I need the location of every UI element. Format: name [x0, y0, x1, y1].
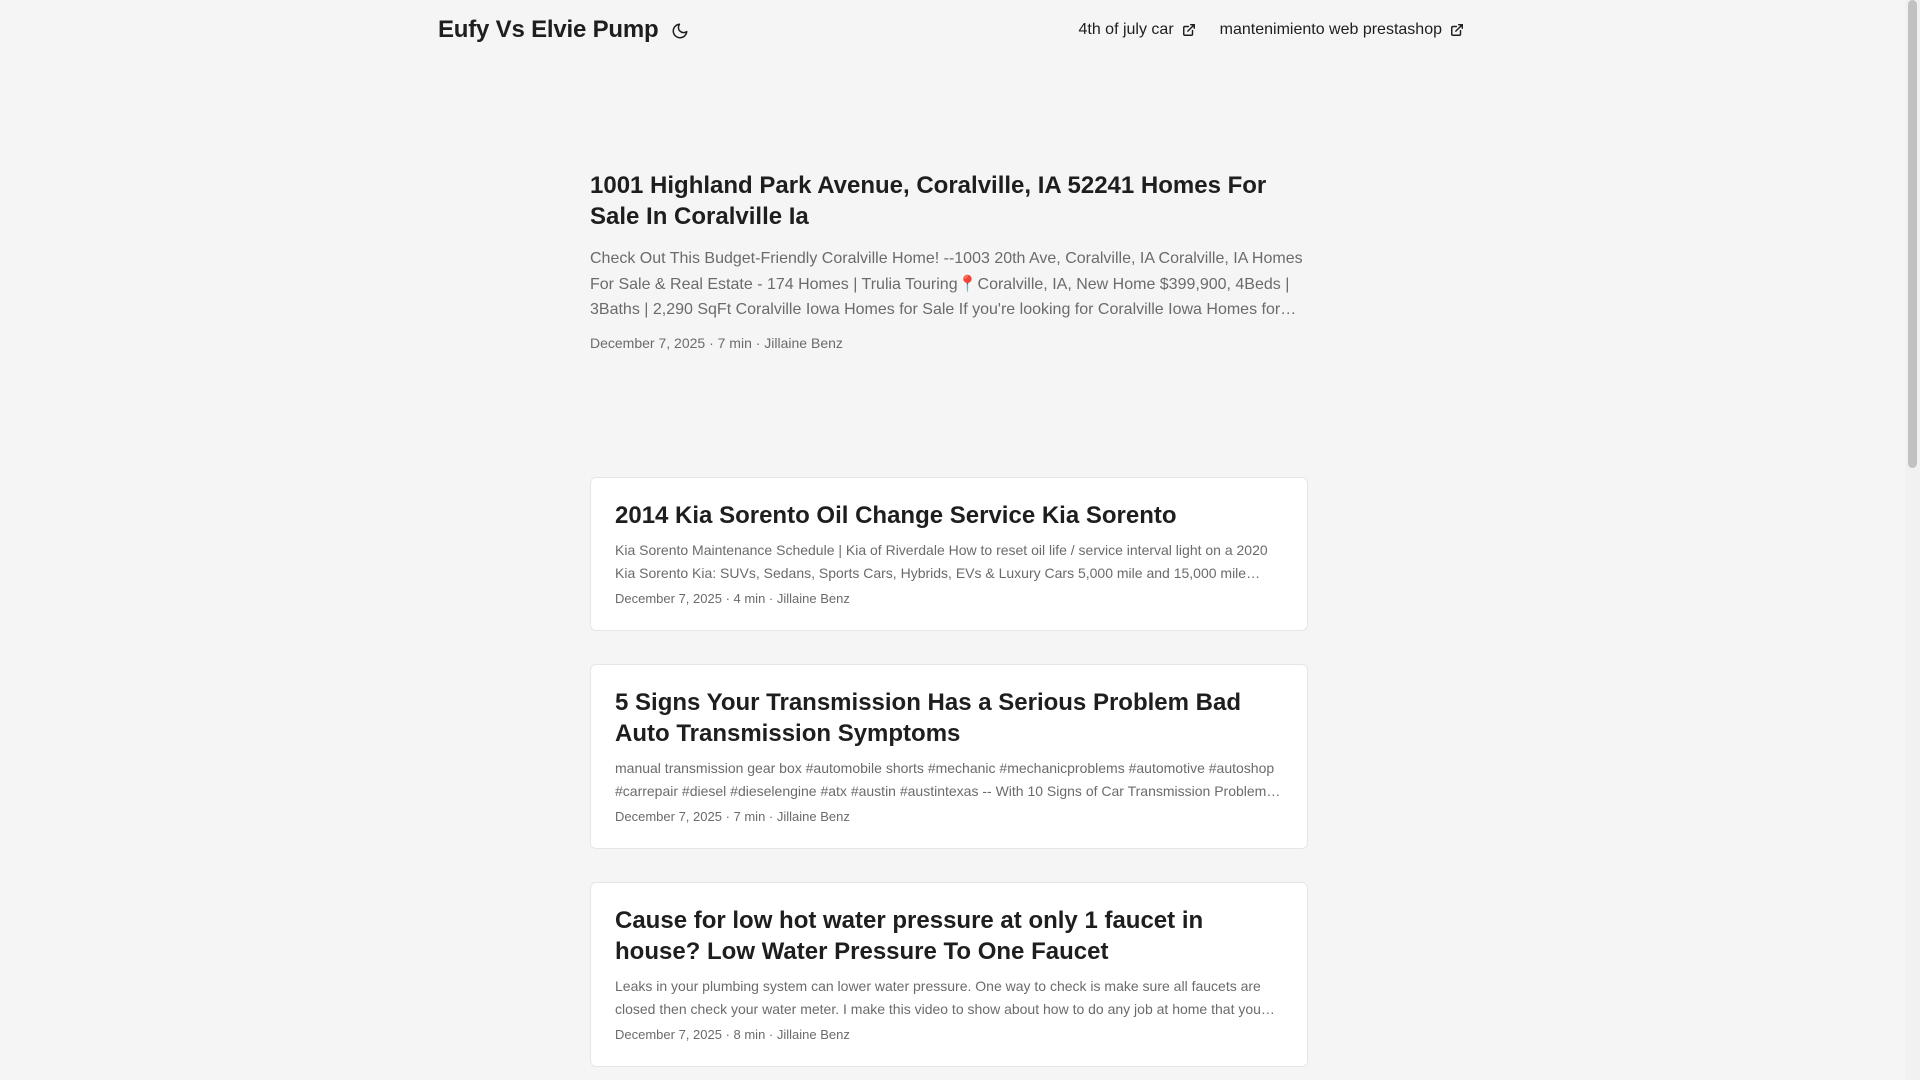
nav-link-label: mantenimiento web prestashop — [1219, 21, 1442, 38]
external-link-icon — [1450, 23, 1464, 37]
hero-summary: Check Out This Budget-Friendly Coralville Home! --1003 20th Ave, Coralville, IA Coralville, IA Homes For Sale & Real Estate - 174 Homes | Trulia Touring📍Coralville, IA, New Home $399,900, 4Beds | 3Baths | 2,290 SqFt Coralville Iowa Homes for Sale If you're looking for Coralville Iowa Homes for — [590, 250, 1303, 318]
vertical-scrollbar[interactable] — [1905, 0, 1920, 1080]
hero-title: 1001 Highland Park Avenue, Coralville, IA 52241 Homes For Sale In Coralville Ia — [590, 172, 1267, 230]
post-meta: December 7, 2025 · 7 min · Jillaine Benz — [615, 809, 850, 824]
post-summary: manual transmission gear box #automobile shorts #mechanic #mechanicproblems #automotive #autoshop #carrepair #diesel #dieselengine #atx #austin #austintexas -- With 10 Signs of Car Transmission Problems — [615, 760, 1275, 799]
top-nav — [1078, 21, 1464, 39]
nav-link-label: 4th of july car — [1078, 21, 1174, 38]
site-header — [438, 0, 1464, 60]
post-card[interactable] — [590, 664, 1308, 849]
post-meta: December 7, 2025 · 4 min · Jillaine Benz — [615, 591, 850, 606]
post-card[interactable] — [590, 882, 1308, 1067]
post-card[interactable] — [590, 477, 1308, 631]
moon-icon[interactable] — [670, 21, 690, 41]
nav-link-4th-of-july-car[interactable] — [1078, 21, 1195, 39]
brand — [438, 16, 690, 44]
external-link-icon — [1182, 23, 1196, 37]
hero-post[interactable] — [590, 170, 1310, 351]
hero-meta: December 7, 2025 · 7 min · Jillaine Benz — [590, 334, 843, 351]
post-summary: Kia Sorento Maintenance Schedule | Kia of Riverdale How to reset oil life / service interval light on a 2020 Kia Sorento Kia: SUVs, Sedans, Sports Cars, Hybrids, EVs & Luxury Cars 5,000 mile and 15,000 mile — [615, 542, 1268, 581]
post-title: 2014 Kia Sorento Oil Change Service Kia Sorento — [615, 502, 1177, 529]
scrollbar-thumb[interactable] — [1908, 0, 1917, 468]
post-title: 5 Signs Your Transmission Has a Serious Problem Bad Auto Transmission Symptoms — [615, 689, 1241, 747]
post-title: Cause for low hot water pressure at only 1 faucet in house? Low Water Pressure To One Faucet — [615, 907, 1204, 965]
post-meta: December 7, 2025 · 8 min · Jillaine Benz — [615, 1027, 850, 1042]
nav-link-mantenimiento-web-prestashop[interactable] — [1220, 21, 1464, 39]
site-title-link[interactable]: Eufy Vs Elvie Pump — [438, 16, 659, 43]
post-summary: Leaks in your plumbing system can lower water pressure. One way to check is make sure all faucets are closed then check your water meter. I make this video to show about how to do any job at home that you — [615, 978, 1261, 1017]
